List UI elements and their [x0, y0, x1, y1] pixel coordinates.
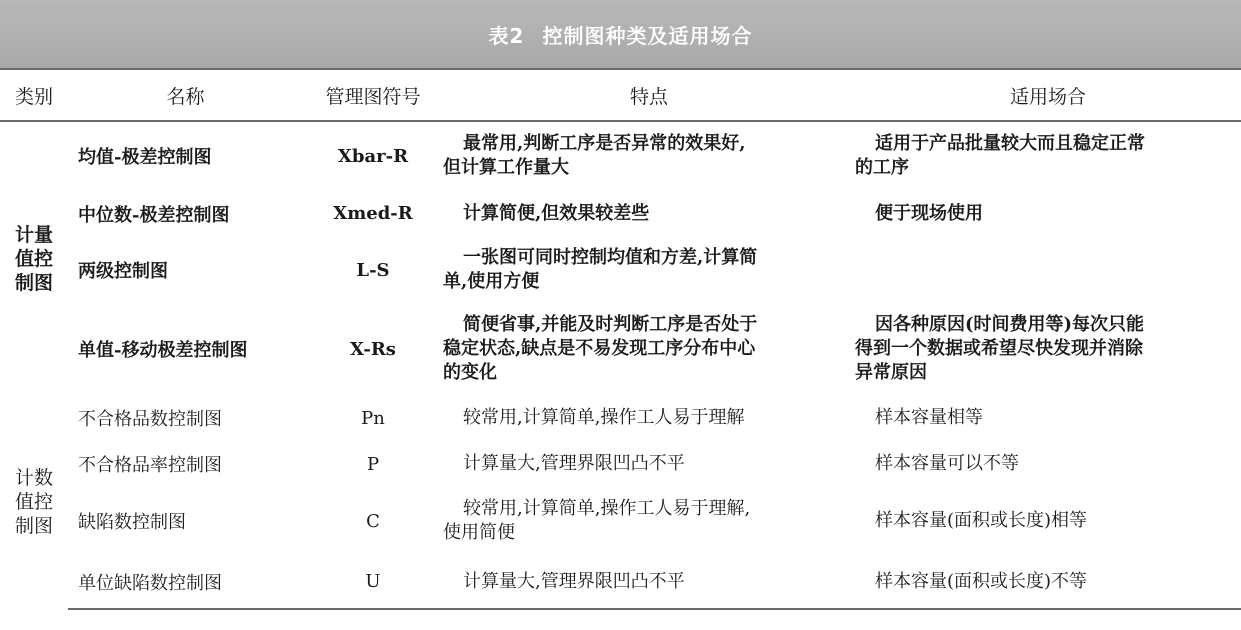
chart-usage: 样本容量可以不等	[875, 453, 1019, 474]
chart-feature: 计算量大,管理界限凹凸不平	[443, 555, 855, 609]
table-row	[0, 441, 1241, 487]
chart-usage: 因各种原因(时间费用等)每次只能 得到一个数据或希望尽快发现并消除 异常原因	[855, 314, 1145, 383]
chart-name: 单位缺陷数控制图	[68, 555, 303, 609]
table-number: 表2	[488, 23, 525, 48]
chart-feature: 一张图可同时控制均值和方差,计算简 单,使用方便	[443, 247, 758, 292]
chart-feature: 较常用,计算简单,操作工人易于理解, 使用简便	[443, 498, 751, 543]
chart-usage: 适用于产品批量较大而且稳定正常 的工序	[855, 133, 1145, 178]
chart-feature: 计算量大,管理界限凹凸不平	[463, 453, 685, 474]
chart-usage	[855, 237, 1241, 303]
header-symbol: 管理图符号	[303, 69, 443, 121]
chart-name: 中位数-极差控制图	[78, 204, 230, 226]
chart-feature: 较常用,计算简单,操作工人易于理解	[463, 407, 745, 428]
header-name: 名称	[68, 69, 303, 121]
table-row	[0, 303, 1241, 395]
header-feature: 特点	[443, 69, 855, 121]
chart-name: 缺陷数控制图	[78, 512, 186, 533]
chart-usage: 便于现场使用	[875, 202, 983, 224]
table-title-text: 控制图种类及适用场合	[542, 23, 753, 48]
header-usage: 适用场合	[855, 69, 1241, 121]
chart-symbol: L-S	[356, 259, 390, 281]
chart-name: 单值-移动极差控制图	[78, 340, 248, 361]
table-row	[0, 237, 1241, 303]
table-row	[0, 555, 1241, 609]
chart-name: 不合格品率控制图	[78, 455, 222, 476]
chart-usage: 样本容量(面积或长度)不等	[855, 555, 1241, 609]
chart-feature: 计算简便,但效果较差些	[463, 202, 650, 224]
header-category: 类别	[0, 69, 68, 121]
table-row	[0, 395, 1241, 441]
chart-symbol: Pn	[361, 407, 385, 429]
chart-feature: 简便省事,并能及时判断工序是否处于 稳定状态,缺点是不易发现工序分布中心 的变化	[443, 314, 758, 383]
chart-name: 均值-极差控制图	[78, 147, 212, 168]
table-row	[0, 190, 1241, 237]
chart-usage: 样本容量(面积或长度)相等	[875, 510, 1088, 531]
chart-symbol: Xmed-R	[333, 203, 413, 224]
chart-usage: 样本容量相等	[875, 407, 983, 428]
chart-name: 不合格品数控制图	[78, 409, 222, 430]
header-row	[0, 69, 1241, 121]
chart-symbol: Xbar-R	[337, 145, 409, 167]
chart-symbol: C	[366, 510, 380, 532]
chart-name: 两级控制图	[78, 261, 168, 282]
category-cell-count: 计数 值控 制图	[14, 467, 53, 537]
category-cell-metric: 计量 值控 制图	[14, 223, 53, 294]
table-row	[0, 121, 1241, 190]
chart-symbol: X-Rs	[350, 338, 396, 360]
table-row	[0, 487, 1241, 555]
chart-symbol: P	[366, 453, 380, 475]
chart-symbol: U	[303, 555, 443, 609]
chart-feature: 最常用,判断工序是否异常的效果好, 但计算工作量大	[443, 133, 746, 178]
table-title	[0, 0, 1241, 68]
control-chart-table	[0, 68, 1241, 610]
